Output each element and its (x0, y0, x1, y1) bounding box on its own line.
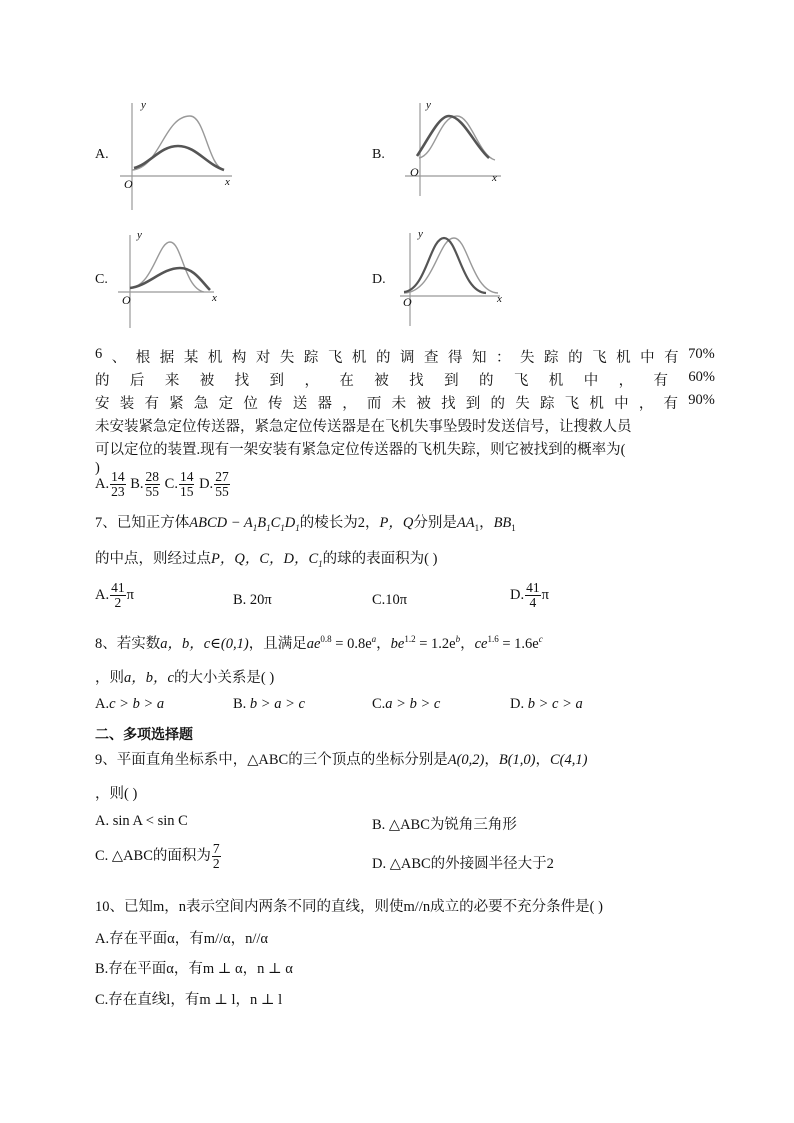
graph-b-origin: O (410, 165, 419, 179)
q6-option-d[interactable]: D. $\frac{27}{55}$ (199, 469, 229, 500)
graph-c-label: C. (95, 272, 108, 287)
q9-option-d[interactable]: D. △ABC的外接圆半径大于2 (372, 856, 554, 872)
q10-line1: 10、已知m，n表示空间内两条不同的直线，则使m//n成立的必要不充分条件是( ) (95, 899, 603, 915)
q6-line5: 可以定位的装置.现有一架安装有紧急定位传送器的飞机失踪，则它被找到的概率为( (95, 442, 626, 458)
q10-option-b[interactable]: B.存在平面α，有m ⊥ α，n ⊥ α (95, 961, 293, 977)
graph-c (118, 230, 218, 330)
q7-option-d[interactable]: D. $\frac{41}{4}$ π (510, 580, 549, 611)
q8-option-b[interactable]: B. b > a > c (233, 696, 305, 712)
q10-option-a[interactable]: A.存在平面α，有m//α，n//α (95, 931, 269, 947)
q6-line2: 的 后 来 被 找 到 ， 在 被 找 到 的 飞 机 中 ， 有 60% (95, 369, 715, 389)
graph-b-y: y (426, 99, 431, 111)
q10-option-c[interactable]: C.存在直线l，有m ⊥ l，n ⊥ l (95, 992, 283, 1008)
q6-line3: 安 装 有 紧 急 定 位 传 送 器 ， 而 未 被 找 到 的 失 踪 飞 机 中 ， 有 90% (95, 392, 715, 412)
q6-option-a[interactable]: A. $\frac{14}{23}$ (95, 469, 125, 500)
graph-a-x: x (225, 176, 230, 188)
q7-option-c[interactable]: C.10π (372, 592, 408, 608)
graph-d-origin: O (403, 295, 412, 309)
q9-option-c[interactable]: C. △ABC的面积为 $\frac{7}{2}$ (95, 841, 220, 872)
graph-c-origin: O (122, 293, 131, 307)
graph-a-label: A. (95, 147, 109, 162)
q9-line2: ，则( ) (95, 786, 138, 802)
q7-option-b[interactable]: B. 20π (233, 592, 272, 608)
q8-line2: ，则a，b，c的大小关系是( ) (95, 670, 275, 686)
q8-line1: 8、若实数a，b，c∈(0,1)，且满足$ae^{0.8} = 0.8e^a$，$be^{1.2} = 1.2e^b$，$ce^{1.6} = 1.6e^c$ (95, 634, 543, 652)
q6-line1: 6 、 根 据 某 机 构 对 失 踪 飞 机 的 调 查 得 知 ： 失 踪 的 飞 机 中 有 70% (95, 346, 715, 366)
q8-option-a[interactable]: A.c > b > a (95, 696, 165, 712)
graph-a-y: y (141, 99, 146, 111)
q6-option-b[interactable]: B. $\frac{28}{55}$ (130, 469, 160, 500)
q7-line2: 的中点，则经过点P，Q，C，D，$C_1$的球的表面积为( ) (95, 551, 438, 569)
graph-a-origin: O (124, 177, 133, 191)
graph-c-y: y (137, 229, 142, 241)
section-heading: 二、多项选择题 (95, 726, 193, 742)
q6-options (95, 470, 231, 499)
q7-option-a[interactable]: A. $\frac{41}{2}$ π (95, 580, 134, 611)
q9-option-b[interactable]: B. △ABC为锐角三角形 (372, 817, 517, 833)
graph-a (120, 98, 240, 213)
graph-b-label: B. (372, 147, 385, 162)
graph-d-y: y (418, 228, 423, 240)
q9-line1: 9、平面直角坐标系中，△ABC的三个顶点的坐标分别是A(0,2)，B(1,0)，C(4,1) (95, 752, 588, 768)
q8-option-d[interactable]: D. b > c > a (510, 696, 583, 712)
graph-d-label: D. (372, 272, 386, 287)
graph-b (405, 98, 505, 198)
q6-option-c[interactable]: C. $\frac{14}{15}$ (164, 469, 194, 500)
graph-c-x: x (212, 292, 217, 304)
q7-line1: 7、已知正方体ABCD − $A_1B_1C_1D_1$的棱长为2，P，Q分别是$AA_1$，$BB_1$ (95, 515, 516, 533)
graph-b-x: x (492, 172, 497, 184)
q6-line4: 未安装紧急定位传送器，紧急定位传送器是在飞机失事坠毁时发送信号，让搜救人员 (95, 419, 632, 435)
graph-d (400, 228, 505, 328)
q6-line6: ) (95, 460, 100, 476)
q8-option-c[interactable]: C.a > b > c (372, 696, 441, 712)
graph-d-x: x (497, 293, 502, 305)
q9-option-a[interactable]: A. sin A < sin C (95, 813, 188, 829)
